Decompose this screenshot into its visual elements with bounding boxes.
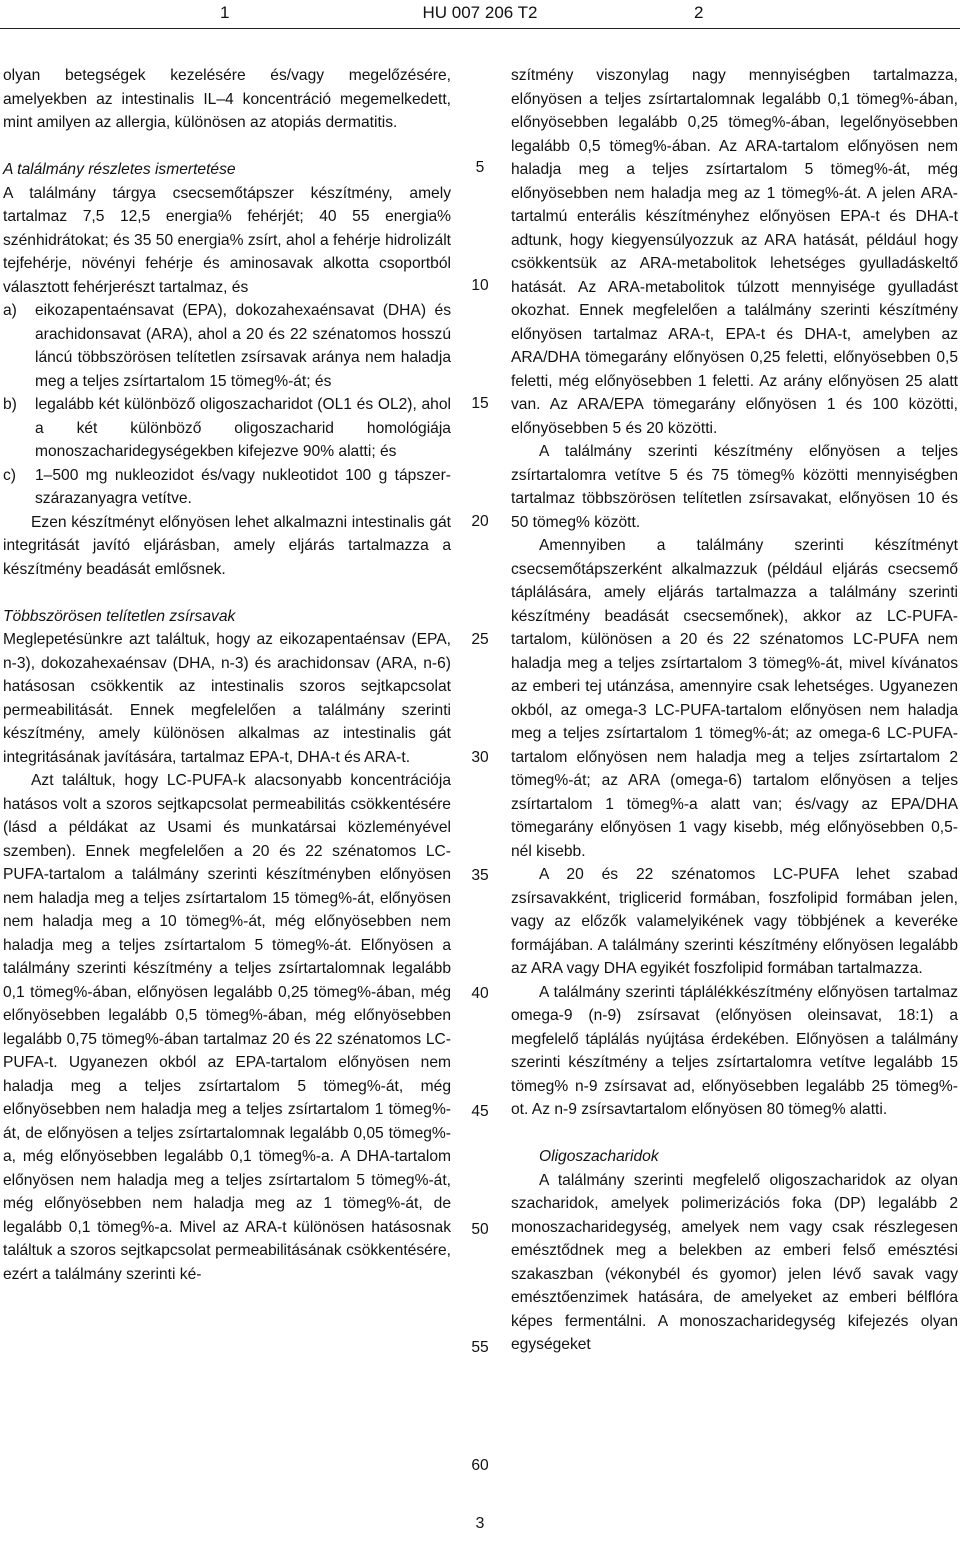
list-item-text: 1–500 mg nukleozidot és/vagy nukleotidot 100 g tápszer-szárazanyagra vetítve. [35, 466, 451, 507]
line-number: 35 [471, 867, 489, 884]
list-item [3, 464, 451, 511]
infant-formula-paragraph: Amennyiben a találmány szerinti készítményt csecsemőtápszerként alkalmazzuk (például eljárás csecsemő táplálására, amely eljárás tartalmazza a találmány szerinti készítmény beadását csecsemőnek), akkor az LC-PUFA-tartalom, különösen a 20 és 22 szénatomos LC-PUFA nem haladja meg a teljes zsírtartalom 3 tömeg%-át, mivel kívánatos az emberi tej utánzása, amennyire csak lehetséges. Ugyanezen okból, az omega-3 LC-PUFA-tartalom előnyösen nem haladja meg a teljes zsírtartalom 1 tömeg%-át; az omega-6 LC-PUFA-tartalom előnyösen nem haladja meg a teljes zsírtartalom 2 tömeg%-át; az ARA (omega-6) tartalom előnyösen a teljes zsírtartalom 1 tömeg%-a alatt van; és/vagy az EPA/DHA tömegarány előnyösen 1 vagy kisebb, még előnyösebben 0,5-nél kisebb. [511, 537, 958, 860]
right-column [511, 64, 958, 1357]
line-number: 60 [471, 1457, 489, 1474]
intro-paragraph: olyan betegségek kezelésére és/vagy megelőzésére, amelyekben az intestinalis IL–4 koncentráció megemelkedett, mint amilyen az allergia, különösen az atopiás dermatitis. [3, 67, 451, 131]
pufa-paragraph-2: Azt találtuk, hogy LC-PUFA-k alacsonyabb koncentrációja hatásos volt a szoros sejtkapcsolat permeabilitás csökkentésére (lásd a példákat az Usami és munkatársai közleményével szemben). Ennek megfelelően a 20 és 22 szénatomos LC-PUFA-tartalom a találmány szerinti készítményben előnyösen nem haladja meg a teljes zsírtartalom 15 tömeg%-át, előnyösen nem haladja meg a 10 tömeg%-át, még előnyösebben nem haladja meg a teljes zsírtartalom 5 tömeg%-át. Előnyösen a találmány szerinti készítmény a teljes zsírtartalomnak legalább 0,1 tömeg%-ában, előnyösen legalább 0,25 tömeg%-ában, még előnyösebben legalább 0,5 tömeg%-ában, még előnyösebben legalább 0,75 tömeg%-ában tartalmaz 20 és 22 szénatomos LC-PUFA-t. Ugyanezen okból az EPA-tartalom előnyösen nem haladja meg a teljes zsírtartalom 5 tömeg%-át, még előnyösebben nem haladja meg a teljes zsírtartalom 1 tömeg%-át, de előnyösen a teljes zsírtartalomnak legalább 0,05 tömeg%-a, még előnyösebben legalább 0,1 tömeg%-a. A DHA-tartalom előnyösen nem haladja meg a teljes zsírtartalom 5 tömeg%-át, még előnyösebben nem haladja meg az 1 tömeg%-át, de legalább 0,1 tömeg%-a. Mivel az ARA-t különösen hatásosnak találtuk a szoros sejtkapcsolat permeabilitásának csökkentésére, ezért a találmány szerinti ké- [3, 772, 451, 1283]
pufa-paragraph-1: Meglepetésünkre azt találtuk, hogy az eikozapentaénsav (EPA, n-3), dokozahexaénsav (DHA, n-3) és arachidonsav (ARA, n-6) hatásosan csökkentik az intestinalis szoros sejtkapcsolat permeabilitását. Ennek megfelelően a találmány szerinti készítmény, amely különösen alkalmas az intestinalis gát integritásának javítására, tartalmaz EPA-t, DHA-t és ARA-t. [3, 631, 451, 766]
list-item [3, 299, 451, 393]
section-heading-oligo: Oligoszacharidok [539, 1148, 659, 1165]
spacer [3, 135, 451, 159]
fat-content-paragraph: A találmány szerinti készítmény előnyösen a teljes zsírtartalomra vetítve 5 és 75 tömeg% közötti mennyiségben tartalmaz többszörösen telítetlen zsírsavakat, előnyösen 10 és 50 tömeg% között. [511, 443, 958, 531]
page-header [0, 0, 960, 30]
list-item-label: b) [3, 396, 17, 413]
line-number: 10 [471, 277, 489, 294]
page-number-right: 2 [694, 3, 704, 22]
line-number: 55 [471, 1339, 489, 1356]
continuation-paragraph: szítmény viszonylag nagy mennyiségben tartalmazza, előnyösen a teljes zsírtartalomnak legalább 0,1 tömeg%-ában, előnyösebben legalább 0,25 tömeg%-ában, legelőnyösebben legalább 0,5 tömeg%-ában. Az ARA-tartalom előnyösen nem haladja meg a teljes zsírtartalom 5 tömeg%-át, még előnyösebben nem haladja meg az 1 tömeg%-át. A jelen ARA-tartalmú enterális készítményhez előnyösen EPA-t és DHA-t adtunk, hogy kiegyensúlyozzuk az ARA hatását, például hogy csökkentsük az ARA-metabolitok lehetséges gyulladáskeltő hatását. Az ARA-metabolitok túlzott mennyisége gyulladást okozhat. Ennek megfelelően a találmány szerinti készítmény előnyösen tartalmaz ARA-t, EPA-t és DHA-t, amelyben az ARA/DHA tömegarány előnyösen 0,25 feletti, előnyösebben 0,5 feletti, még előnyösebben 1 feletti. Az arány előnyösen 25 alatt van. Az ARA/EPA tömegarány előnyösen 1 és 100 közötti, előnyösebben 5 és 20 közötti. [511, 67, 958, 437]
omega9-paragraph: A találmány szerinti táplálékkészítmény előnyösen tartalmaz omega-9 (n-9) zsírsavat (előnyösen oleinsavat, 18:1) a megfelelő táplálás nyújtása érdekében. Előnyösen a találmány szerinti készítmény a teljes zsírtartalomra vetítve legalább 15 tömeg% n-9 zsírsavat ad, előnyösebben legalább 25 tömeg%-ot. Az n-9 zsírsavtartalom előnyösen 80 tömeg% alatti. [511, 983, 958, 1118]
header-divider [0, 28, 960, 29]
line-number: 40 [471, 985, 489, 1002]
list-item-label: a) [3, 302, 17, 319]
oligosaccharide-paragraph: A találmány szerinti megfelelő oligoszacharidok az olyan szacharidok, amelyek polimerizációs foka (DP) legalább 2 monoszacharidegység, amelyek nem vagy csak részlegesen emésztődnek meg a belekben az emberi felső emésztési szakaszban (vékonybél és gyomor) jelen lévő savak vagy emésztőenzimek hatására, de amelyeket az emberi bélflóra képes fermentálni. A monoszacharidegység kifejezés olyan egységeket [511, 1171, 958, 1353]
line-number: 15 [471, 395, 489, 412]
line-number: 45 [471, 1103, 489, 1120]
section-heading-pufa: Többszörösen telítetlen zsírsavak [3, 607, 236, 625]
list-item-text: legalább két különböző oligoszacharidot (OL1 és OL2), ahol a két különböző oligoszacharid homológiája monoszacharidegységekben kifejezve 90% alatti; és [35, 396, 451, 460]
line-number: 30 [471, 749, 489, 766]
use-paragraph: Ezen készítményt előnyösen lehet alkalmazni intestinalis gát integritását javító eljárásban, amely eljárás tartalmazza a készítmény beadását emlősnek. [3, 513, 451, 578]
spacer [3, 581, 451, 605]
line-number: 5 [475, 159, 485, 176]
list-item [3, 393, 451, 464]
line-number: 50 [471, 1221, 489, 1238]
list-item-label: c) [3, 466, 16, 484]
subject-paragraph: A találmány tárgya csecsemőtápszer készítmény, amely tartalmaz 7,5 12,5 energia% fehérjét; 40 55 energia% szénhidrátokat; és 35 50 energia% zsírt, ahol a fehérje hidrolizált tejfehérje, növényi fehérje és aminosavak alkotta csoportból választott fehérjerészt tartalmaz, és [3, 184, 451, 296]
page-number-left: 1 [220, 3, 230, 22]
list-item-text: eikozapentaénsavat (EPA), dokozahexaénsavat (DHA) és arachidonsavat (ARA), ahol a 20 és 22 szénatomos hosszú láncú többszörösen telítetlen zsírsavak aránya nem haladja meg a teljes zsírtartalom 15 tömeg%-át; és [35, 302, 451, 390]
document-id: HU 007 206 T2 [422, 3, 538, 22]
section-heading-detailed: A találmány részletes ismertetése [3, 161, 236, 178]
line-number: 20 [471, 513, 489, 530]
left-column [3, 64, 451, 1286]
page-footer-number: 3 [475, 1515, 485, 1532]
line-number: 25 [471, 631, 489, 648]
lcpufa-forms-paragraph: A 20 és 22 szénatomos LC-PUFA lehet szabad zsírsavakként, triglicerid formában, foszfolipid formában jelen, vagy az előzők valamelyikének vagy többjének a keveréke formájában. A találmány szerinti készítmény előnyösen legalább az ARA vagy DHA egyikét foszfolipid formában tartalmazza. [511, 866, 958, 977]
spacer [511, 1122, 958, 1146]
